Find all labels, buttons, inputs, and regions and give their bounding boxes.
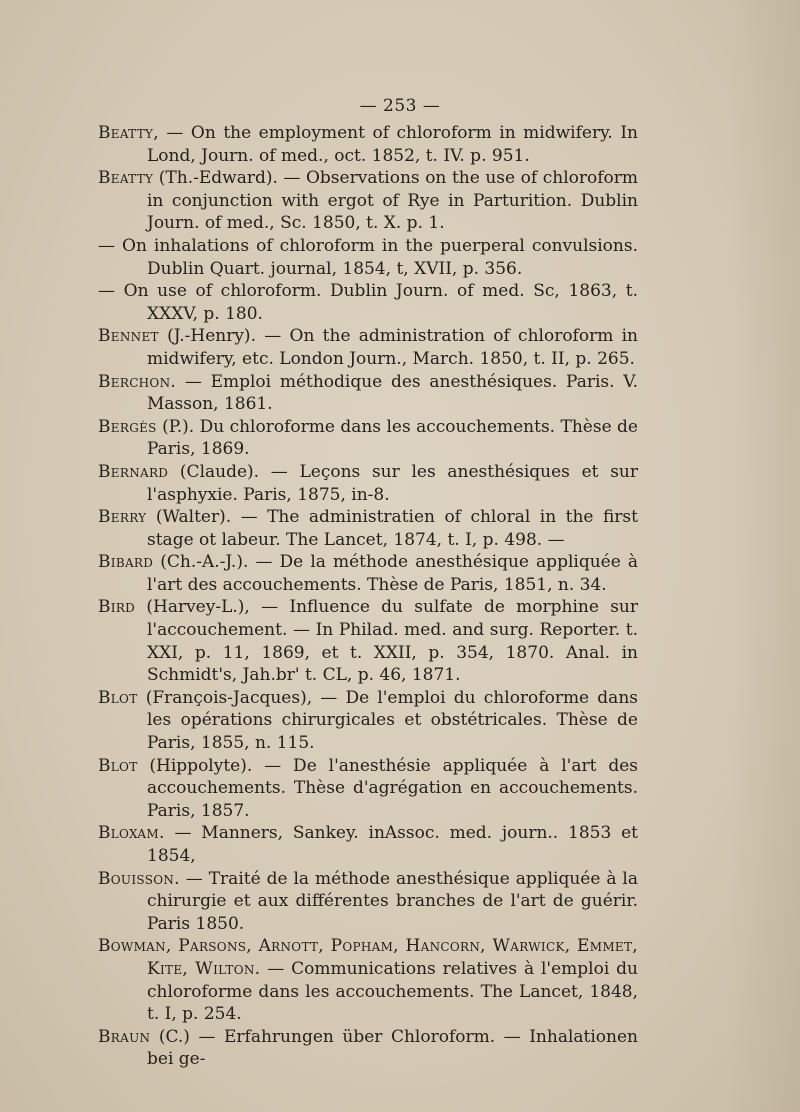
entry-text: (François-Jacques), — De l'emploi du chloroforme dans les opérations chirurgicales et obstétricales. Thèse de Paris, 1855, n. 115. (137, 687, 638, 754)
entry-text: — On inhalations of chloroform in the puerperal convulsions. Dublin Quart. journal, 1854, t, XVII, p. 356. (98, 235, 638, 279)
entry-text: — Traité de la méthode anesthésique appliquée à la chirurgie et aux différentes branches de l'art de guérir. Paris 1850. (147, 868, 638, 934)
entry-text: — Communications relatives à l'emploi du chloroforme dans les accouchements. The Lancet, 1848, t. I, p. 254. (147, 958, 638, 1025)
entry-text: (Th.-Edward). — Observations on the use of chloroform in conjunction with ergot of Rye in Parturition. Dublin Journ. of med., Sc. 1850, t. X. p. 1. (147, 168, 638, 234)
entry-text: (C.) — Erfahrungen über Chloroform. — Inhalationen bei ge- (147, 1026, 638, 1070)
bibliography-entry (98, 755, 638, 823)
entry-author: Bloxam. (98, 823, 165, 844)
entry-text: (Harvey-L.), — Influence du sulfate de morphine sur l'accouchement. — In Philad. med. and surg. Reporter. t. XXI, p. 11, 1869, et t. XXII, p. 354, 1870. Anal. in Schmidt's, Jah.br' t. CL, p. 46, 1871. (135, 597, 638, 686)
entry-author: Braun (98, 1026, 151, 1047)
entry-author: Bennet (98, 326, 159, 347)
entry-author: Blot (98, 755, 138, 776)
entry-text: — On the employment of chloroform in midwifery. In Lond, Journ. of med., oct. 1852, t. IV. p. 951. (147, 123, 638, 166)
entry-author: Blot (98, 687, 138, 708)
bibliography-entry (98, 1026, 638, 1071)
bibliography-entry (98, 371, 638, 416)
bibliography-entry (98, 868, 638, 936)
entry-author: Bouisson. (98, 868, 180, 889)
page-edge-shadow (730, 0, 800, 1112)
entry-author: Bowman, Parsons, Arnott, Popham, Hancorn, Warwick, Emmet, Kite, Wilton. (98, 936, 638, 979)
entry-text: (Ch.-A.-J.). — De la méthode anesthésique appliquée à l'art des accouchements. Thèse de Paris, 1851, n. 34. (147, 552, 638, 595)
entry-author: Berchon. (98, 371, 177, 392)
bibliography-entry (98, 167, 638, 235)
entry-author: Bibard (98, 552, 154, 573)
entry-author: Beatty (98, 168, 154, 189)
page-number: — 253 — (359, 96, 441, 116)
bibliography-entry (98, 461, 638, 506)
bibliography-entry (98, 687, 638, 755)
bibliography-entry (98, 935, 638, 1025)
bibliography-entry (98, 235, 638, 280)
bibliography-entry (98, 506, 638, 551)
entry-text: — Emploi méthodique des anesthésiques. Paris. V. Masson, 1861. (147, 371, 638, 415)
bibliography-entry (98, 822, 638, 867)
entry-text: (Walter). — The administratien of chloral in the first stage ot labeur. The Lancet, 1874, t. I, p. 498. — (146, 507, 638, 550)
entry-author: Bernard (98, 461, 169, 482)
entry-text: (P.). Du chloroforme dans les accouchements. Thèse de Paris, 1869. (147, 416, 638, 460)
bibliography-list (98, 122, 638, 1071)
entry-author: Bird (98, 597, 136, 618)
bibliography-entry (98, 325, 638, 370)
entry-author: Beatty, (98, 123, 159, 143)
entry-text: (Claude). — Leçons sur les anesthésiques et sur l'asphyxie. Paris, 1875, in-8. (147, 461, 638, 505)
entry-text: (Hippolyte). — De l'anesthésie appliquée à l'art des accouchements. Thèse d'agrégation en accouchements. Paris, 1857. (137, 755, 638, 821)
entry-text: — On use of chloroform. Dublin Journ. of med. Sc, 1863, t. XXXV, p. 180. (98, 281, 638, 324)
entry-text: — Manners, Sankey. inAssoc. med. journ.. 1853 et 1854, (147, 823, 638, 866)
bibliography-entry (98, 122, 638, 167)
bibliography-entry (98, 596, 638, 686)
bibliography-entry (98, 280, 638, 325)
entry-author: Bergès (98, 416, 157, 437)
entry-text: (J.-Henry). — On the administration of chloroform in midwifery, etc. London Journ., March. 1850, t. II, p. 265. (147, 326, 638, 369)
entry-author: Berry (98, 507, 147, 528)
bibliography-entry (98, 416, 638, 461)
bibliography-entry (98, 551, 638, 596)
